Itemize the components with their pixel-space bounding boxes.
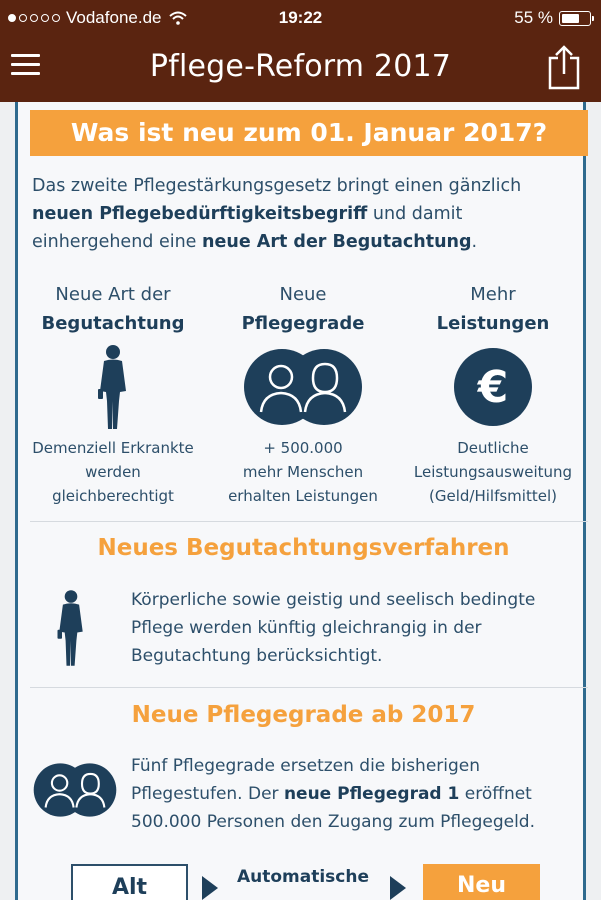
elderly-person-icon xyxy=(93,343,133,431)
feature-pflegegrade: Neue Pflegegrade + 500.000 mehr Menschen erhalten Leistungen xyxy=(228,284,378,505)
page-title: Pflege-Reform 2017 xyxy=(149,49,452,84)
section2-text: Fünf Pflegegrade ersetzen die bisherigen Pflegestufen. Der neue Pflegegrad 1 eröffnet 500.000 Personen den Zugang zum Pflegegeld. xyxy=(131,756,535,832)
battery-percent: 55 % xyxy=(514,8,553,27)
feature-leistungen: Mehr Leistungen € Deutliche Leistungsausweitung (Geld/Hilfsmittel) xyxy=(413,284,573,505)
two-people-icon xyxy=(33,762,117,818)
navigation-bar xyxy=(0,36,601,102)
two-people-icon xyxy=(243,348,363,426)
feature-begutachtung: Neue Art der Begutachtung Demenziell Erkrankte werden gleichberechtigt xyxy=(32,284,194,505)
alt-box: Alt xyxy=(71,864,188,900)
status-right xyxy=(514,8,591,28)
arrow-right-icon xyxy=(202,876,218,900)
content-area[interactable] xyxy=(0,102,601,900)
alt-neu-diagram xyxy=(18,864,589,900)
infographic-panel xyxy=(15,102,586,900)
intro-paragraph: Das zweite Pflegestärkungsgesetz bringt einen gänzlich neuen Pflegebedürftigkeitsbegriff und damit einhergehend eine neue Art der Begutachtung. xyxy=(32,176,522,252)
divider xyxy=(30,521,588,522)
euro-icon xyxy=(453,347,533,427)
share-button[interactable] xyxy=(547,44,581,90)
svg-text:€: € xyxy=(477,362,509,413)
section-title-begutachtungsverfahren: Neues Begutachtungsverfahren xyxy=(97,535,510,561)
share-icon xyxy=(550,47,578,88)
elderly-person-icon xyxy=(53,587,89,669)
clock: 19:22 xyxy=(278,8,323,27)
divider xyxy=(30,687,588,688)
neu-box: Neu xyxy=(423,864,540,900)
section1-text: Körperliche sowie geistig und seelisch bedingte Pflege werden künftig gleichrangig in der Begutachtung berücksichtigt. xyxy=(131,590,536,666)
automatische-label: Automatische xyxy=(236,867,370,887)
hero-banner: Was ist neu zum 01. Januar 2017? xyxy=(30,110,588,156)
battery-icon xyxy=(559,11,591,26)
section-title-pflegegrade: Neue Pflegegrade ab 2017 xyxy=(131,702,476,728)
status-bar xyxy=(0,0,601,36)
arrow-right-icon xyxy=(390,876,406,900)
carrier-label: Vodafone.de xyxy=(66,8,162,27)
